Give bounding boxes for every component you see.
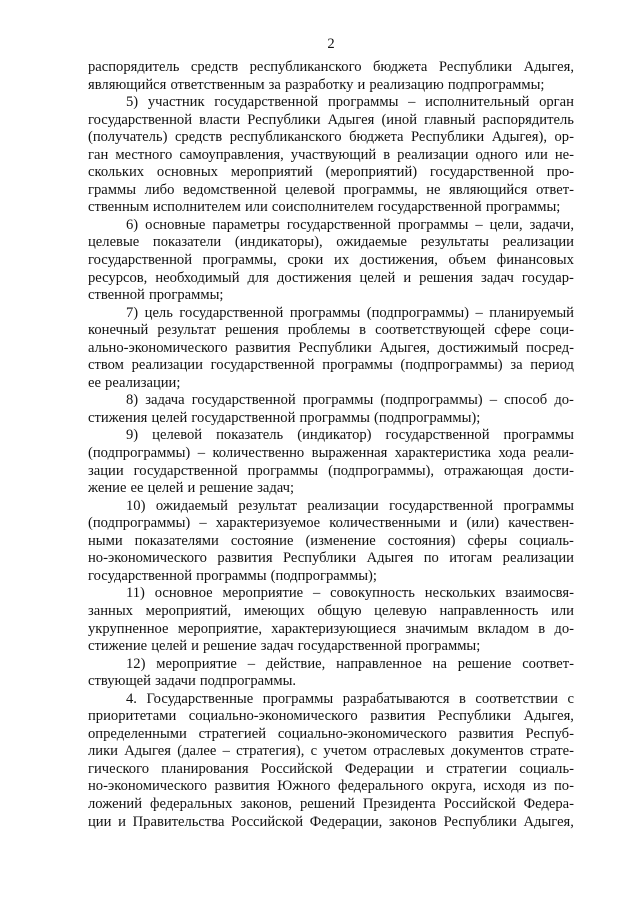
text-line: ции и Правительства Российской Федерации, законов Республики Адыгея, [88, 813, 574, 830]
text-line: скольких основных мероприятий (мероприятий) государственной про- [88, 164, 574, 181]
text-line: ными показателями состояние (изменение состояния) сферы социаль- [88, 532, 574, 549]
text-line: 12) мероприятие – действие, направленное на решение соответ- [126, 655, 574, 672]
text-line: конечный результат решения проблемы в соответствующей сфере соци- [88, 322, 574, 339]
text-line: 5) участник государственной программы – исполнительный орган [126, 94, 574, 111]
text-line: но-экономического развития Республики Адыгея по итогам реализации [88, 550, 574, 567]
text-line: ственной программы; [88, 287, 224, 304]
text-line: 6) основные параметры государственной программы – цели, задачи, [126, 216, 574, 233]
text-line: государственной программы, сроки их достижения, объем финансовых [88, 252, 574, 269]
text-line: ально-экономического развития Республики Адыгея, достижимый посред- [88, 339, 574, 356]
text-line: стижение целей и решение задач государственной программы; [88, 638, 481, 655]
text-line: государственной власти Республики Адыгея (иной главный распорядитель [88, 111, 574, 128]
text-line: но-экономического развития Южного федерального округа, исходя из по- [88, 778, 574, 795]
page-number: 2 [327, 36, 335, 52]
text-line: граммы либо ведомственной целевой программы, не являющийся ответ- [88, 181, 574, 198]
text-line: лики Адыгея (далее – стратегия), с учетом отраслевых документов страте- [88, 743, 574, 760]
text-line: укрупненное мероприятие, характеризующиеся значимым вкладом в до- [88, 620, 574, 637]
text-line: определенными стратегией социально-экономического развития Респуб- [88, 725, 574, 742]
text-line: ган местного самоуправления, участвующий в реализации одного или не- [88, 146, 574, 163]
text-line: 11) основное мероприятие – совокупность нескольких взаимосвя- [126, 585, 574, 602]
text-line: 9) целевой показатель (индикатор) государственной программы [126, 427, 574, 444]
text-line: (подпрограммы) – количественно выраженная характеристика хода реали- [88, 445, 574, 462]
text-line: ством реализации государственной программы (подпрограммы) за период [88, 357, 574, 374]
document-body [88, 59, 574, 831]
text-line: ее реализации; [88, 374, 181, 391]
text-line: 7) цель государственной программы (подпрограммы) – планируемый [126, 304, 574, 321]
text-line: ложений федеральных законов, решений Президента Российской Федера- [88, 795, 574, 812]
text-line: 10) ожидаемый результат реализации государственной программы [126, 497, 574, 514]
text-line: (получатель) средств республиканского бюджета Республики Адыгея), ор- [88, 129, 574, 146]
text-line: приоритетами социально-экономического развития Республики Адыгея, [88, 708, 574, 725]
text-line: зации государственной программы (подпрограммы), отражающая дости- [88, 462, 574, 479]
text-line: (подпрограммы) – характеризуемое количественными и (или) качествен- [88, 515, 574, 532]
text-line: 4. Государственные программы разрабатываются в соответствии с [126, 690, 574, 707]
text-line: государственной программы (подпрограммы); [88, 567, 377, 584]
text-line: целевые показатели (индикаторы), ожидаемые результаты реализации [88, 234, 574, 251]
text-line: распорядитель средств республиканского бюджета Республики Адыгея, [88, 59, 574, 75]
text-line: являющийся ответственным за разработку и реализацию подпрограммы; [88, 76, 545, 93]
text-line: ственным исполнителем или соисполнителем государственной программы; [88, 199, 561, 216]
text-line: занных мероприятий, имеющих общую целевую направленность или [88, 602, 574, 619]
text-line: стижения целей государственной программы (подпрограммы); [88, 409, 481, 426]
text-line: жение ее целей и решение задач; [88, 480, 295, 497]
text-line: гического планирования Российской Федерации и стратегии социаль- [88, 760, 574, 777]
text-line: ресурсов, необходимый для достижения целей и решения задач государ- [88, 269, 574, 286]
text-line: 8) задача государственной программы (подпрограммы) – способ до- [126, 392, 574, 409]
text-line: ствующей задачи подпрограммы. [88, 673, 297, 690]
